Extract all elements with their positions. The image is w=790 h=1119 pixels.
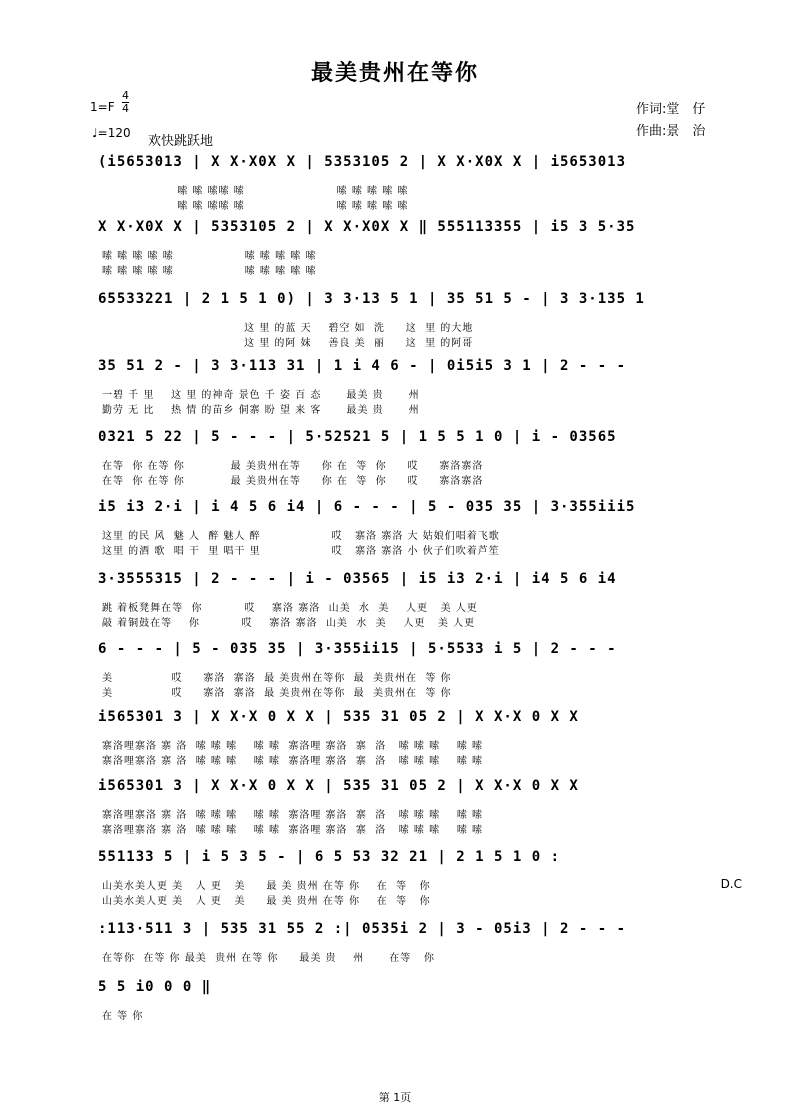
time-signature [122, 90, 129, 115]
lyric-line-1: 寨洛哩寨洛 寨 洛 嗦 嗦 嗦 嗦 嗦 寨洛哩 寨洛 寨 洛 嗦 嗦 嗦 嗦 嗦 [102, 741, 484, 752]
notation-line: i5 i3 2·i | i 4 5 6 i4 | 6 - - - | 5 - 035 35 | 3·355iii5 [98, 499, 636, 515]
notation-line: i565301 3 | X X·X 0 X X | 535 31 05 2 | X X·X 0 X X [98, 709, 579, 725]
lyric-line-2: 寨洛哩寨洛 寨 洛 嗦 嗦 嗦 嗦 嗦 寨洛哩 寨洛 寨 洛 嗦 嗦 嗦 嗦 嗦 [102, 825, 484, 836]
lyric-line-2: 嗦 嗦 嗦 嗦 嗦 嗦 嗦 嗦 嗦 嗦 [102, 266, 317, 277]
lyric-line-1: 这里 的民 风 魅 人 醉 魅人 醉 哎 寨洛 寨洛 大 姑娘们唱着飞歌 [102, 531, 500, 542]
lyric-line-1: 寨洛哩寨洛 寨 洛 嗦 嗦 嗦 嗦 嗦 寨洛哩 寨洛 寨 洛 嗦 嗦 嗦 嗦 嗦 [102, 810, 484, 821]
lyric-line-2: 嗦 嗦 嗦嗦 嗦 嗦 嗦 嗦 嗦 嗦 [102, 201, 409, 212]
composer: 作曲:景 治 [636, 124, 706, 139]
expression-mark: 欢快跳跃地 [148, 134, 214, 149]
key-signature: 1=F [90, 100, 115, 114]
notation-line: :113·511 3 | 535 31 55 2 :| 0535i 2 | 3 - 05i3 | 2 - - - [98, 921, 627, 937]
lyric-line-1: 美 哎 寨洛 寨洛 最 美贵州在等你 最 美贵州在 等 你 [102, 673, 452, 684]
lyric-line-2: 勤劳 无 比 热 情 的苗乡 侗寨 盼 望 来 客 最美 贵 州 [102, 405, 420, 416]
lyric-line-1: 跳 着板凳舞在等 你 哎 寨洛 寨洛 山美 水 美 人更 美 人更 [102, 603, 478, 614]
notation-line: i565301 3 | X X·X 0 X X | 535 31 05 2 | X X·X 0 X X [98, 778, 579, 794]
song-title: 最美贵州在等你 [310, 61, 479, 86]
notation-line: 5 5 i0 0 0 ‖ [98, 979, 212, 995]
lyric-line-2: 这里 的酒 歌 唱 干 里 唱干 里 哎 寨洛 寨洛 小 伙子们吹着芦笙 [102, 546, 500, 557]
page-number: 第 1页 [378, 1091, 412, 1104]
lyric-line-1: 嗦 嗦 嗦嗦 嗦 嗦 嗦 嗦 嗦 嗦 [102, 186, 409, 197]
notation-line: 0321 5 22 | 5 - - - | 5·52521 5 | 1 5 5 1 0 | i - 03565 [98, 429, 617, 445]
lyric-line-1: 在等你 在等 你 最美 贵州 在等 你 最美 贵 州 在等 你 [102, 953, 435, 964]
notation-line: 3·3555315 | 2 - - - | i - 03565 | i5 i3 2·i | i4 5 6 i4 [98, 571, 617, 587]
time-sig-top: 4 [122, 89, 129, 102]
lyric-line-2: 山美水美人更 美 人 更 美 最 美 贵州 在等 你 在 等 你 [102, 896, 431, 907]
lyric-line-1: 在等 你 在等 你 最 美贵州在等 你 在 等 你 哎 寨洛寨洛 [102, 461, 484, 472]
lyric-line-1: 这 里 的蓝 天 碧空 如 洗 这 里 的大地 [102, 323, 474, 334]
lyric-line-1: 在 等 你 [102, 1011, 144, 1022]
lyric-line-1: 一碧 千 里 这 里 的神奇 景色 千 姿 百 态 最美 贵 州 [102, 390, 420, 401]
lyric-line-1: 山美水美人更 美 人 更 美 最 美 贵州 在等 你 在 等 你 [102, 881, 431, 892]
lyric-line-2: 美 哎 寨洛 寨洛 最 美贵州在等你 最 美贵州在 等 你 [102, 688, 452, 699]
notation-line: 551133 5 | i 5 3 5 - | 6 5 53 32 21 | 2 1 5 1 0 : [98, 849, 561, 865]
tempo-mark: ♩=120 [92, 126, 131, 140]
time-sig-bottom: 4 [122, 102, 129, 115]
notation-line: 6 - - - | 5 - 035 35 | 3·355ii15 | 5·5533 i 5 | 2 - - - [98, 641, 617, 657]
notation-line: 35 51 2 - | 3 3·113 31 | 1 i 4 6 - | 0i5i5 3 1 | 2 - - - [98, 358, 627, 374]
notation-line: (i5653013 | X X·X0X X | 5353105 2 | X X·X0X X | i5653013 [98, 154, 627, 170]
notation-line: X X·X0X X | 5353105 2 | X X·X0X X ‖ 555113355 | i5 3 5·35 [98, 219, 636, 235]
lyric-line-2: 寨洛哩寨洛 寨 洛 嗦 嗦 嗦 嗦 嗦 寨洛哩 寨洛 寨 洛 嗦 嗦 嗦 嗦 嗦 [102, 756, 484, 767]
notation-line: 65533221 | 2 1 5 1 0) | 3 3·13 5 1 | 35 51 5 - | 3 3·135 1 [98, 291, 645, 307]
lyric-line-2: 敲 着铜鼓在等 你 哎 寨洛 寨洛 山美 水 美 人更 美 人更 [102, 618, 476, 629]
lyric-line-2: 这 里 的阿 妹 善良 美 丽 这 里 的阿哥 [102, 338, 474, 349]
lyric-line-2: 在等 你 在等 你 最 美贵州在等 你 在 等 你 哎 寨洛寨洛 [102, 476, 484, 487]
da-capo-mark: D.C [720, 877, 742, 891]
lyricist: 作词:堂 仔 [636, 102, 706, 117]
lyric-line-1: 嗦 嗦 嗦 嗦 嗦 嗦 嗦 嗦 嗦 嗦 [102, 251, 317, 262]
